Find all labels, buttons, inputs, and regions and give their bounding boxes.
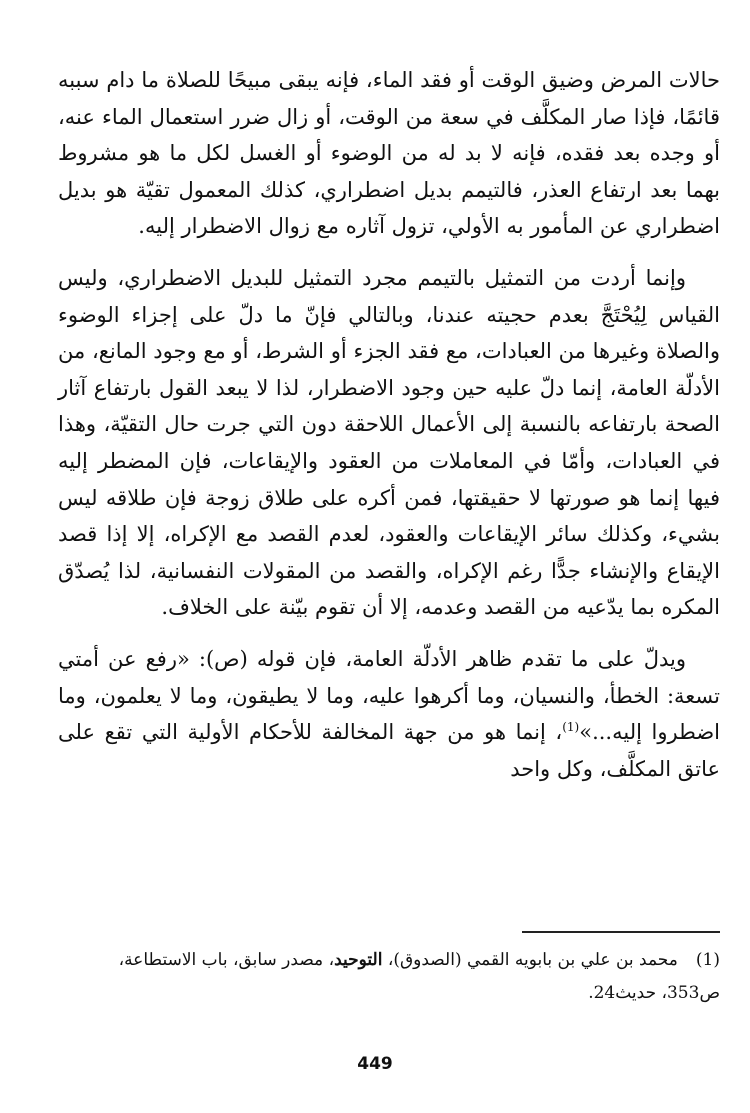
footnote-reference[interactable]: (1)	[562, 720, 580, 735]
paragraph-2: وإنما أردت من التمثيل بالتيمم مجرد التمثيل للبديل الاضطراري، وليس القياس لِيُحْتَجَّ بعدم حجيته عندنا، وبالتالي فإنّ ما دلّ على إجزاء الوضوء والصلاة وغيرها من العبادات، مع فقد الجزء أو الشرط، أو مع وجود المانع، من الأدلّة العامة، إنما دلّ عليه حين وجود الاضطرار، لذا لا يبعد القول بارتفاع آثار الصحة بارتفاعه بالنسبة إلى الأعمال اللاحقة دون التي جرت حال التقيّة، وهذا في العبادات، وأمّا في المعاملات من العقود والإيقاعات، فإن المضطر إليه فيها إنما هو صورتها لا حقيقتها، فمن أكره على طلاق زوجة فإن طلاقه ليس بشيء، وكذلك سائر الإيقاعات والعقود، لعدم القصد مع الإكراه، إلا إذا قصد الإيقاع والإنشاء جدًّا رغم الإكراه، والقصد من المقولات النفسانية، لذا يُصدّق المكره بما يدّعيه من القصد وعدمه، إلا أن تقوم بيّنة على الخلاف.	[58, 265, 720, 620]
paragraph-1: حالات المرض وضيق الوقت أو فقد الماء، فإنه يبقى مبيحًا للصلاة ما دام سببه قائمًا، فإذا صار المكلَّف في سعة من الوقت، أو زال ضرر استعمال الماء عنه، أو وجده بعد فقده، فإنه لا بد له من الوضوء أو الغسل لكل ما هو مشروط بهما بعد ارتفاع العذر، فالتيمم بديل اضطراري، كذلك المعمول تقيّة هو بديل اضطراري عن المأمور به الأولي، تزول آثاره مع زوال الاضطرار إليه.	[58, 68, 720, 239]
footnote-text-part2: ، مصدر سابق، باب الاستطاعة، ص353، حديث24.	[118, 950, 720, 1003]
footnote	[58, 944, 720, 1010]
paragraph-3-text-after: ، إنما هو من جهة المخالفة للأحكام الأولية التي تقع على عاتق المكلَّف، وكل واحد	[58, 720, 720, 781]
paragraph-3	[58, 641, 720, 787]
page-number: 449	[357, 1054, 393, 1074]
footnote-book-title: التوحيد	[334, 950, 383, 970]
footnote-text-part1: محمد بن علي بن بابويه القمي (الصدوق)،	[382, 950, 678, 970]
page-body	[58, 62, 720, 787]
paragraph-3-text-before: ويدلّ على ما تقدم ظاهر الأدلّة العامة، فإن قوله (ص): «رفع عن أمتي تسعة: الخطأ، والنسيان، وما أكرهوا عليه، وما لا يطيقون، وما لا يعلمون، وما اضطروا إليه...»	[58, 646, 720, 745]
footnote-marker: (1)	[695, 950, 720, 970]
footnote-divider	[522, 931, 720, 933]
